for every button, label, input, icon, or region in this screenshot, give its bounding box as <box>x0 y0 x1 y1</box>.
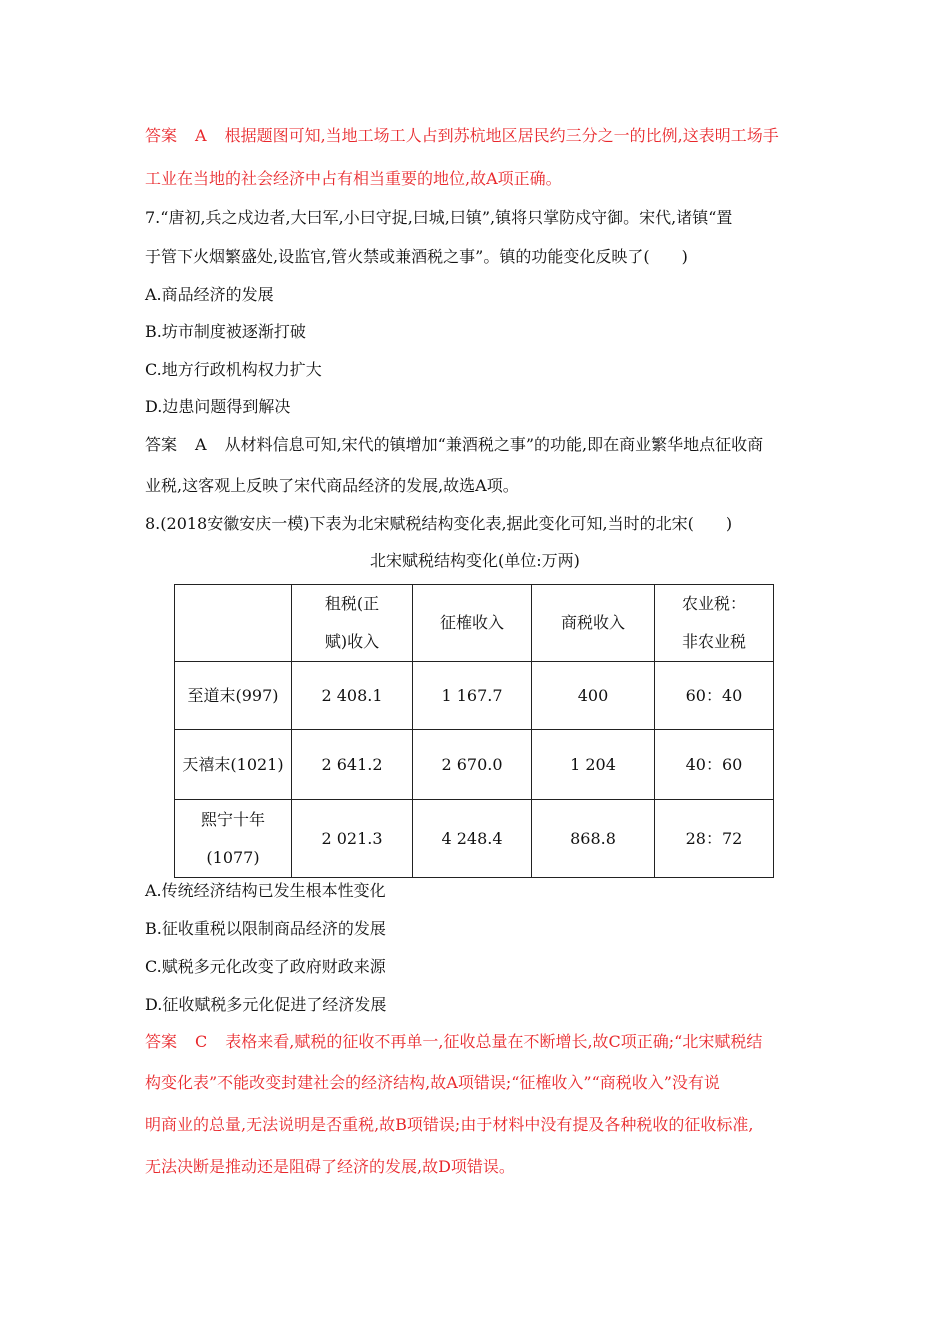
question-8-option-a: A.传统经济结构已发生根本性变化 <box>145 881 386 900</box>
row-commerce-tax: 400 <box>532 662 655 730</box>
header-cell-commerce-tax: 商税收入 <box>532 585 655 662</box>
row-monopoly: 1 167.7 <box>413 662 532 730</box>
answer-label: 答案 <box>145 1032 178 1051</box>
table-caption: 北宋赋税结构变化(单位:万两) <box>370 551 580 570</box>
answer-letter: C <box>195 1032 208 1051</box>
row-ratio: 60：40 <box>655 662 774 730</box>
row-period: 天禧末(1021) <box>175 730 292 800</box>
answer-8-line-3: 明商业的总量,无法说明是否重税,故B项错误;由于材料中没有提及各种税收的征收标准, <box>145 1115 754 1134</box>
row-period: 至道末(997) <box>175 662 292 730</box>
answer-letter: A <box>195 435 207 454</box>
answer-6-line-2: 工业在当地的社会经济中占有相当重要的地位,故A项正确。 <box>145 169 562 188</box>
question-8-stem: 8.(2018安徽安庆一模)下表为北宋赋税结构变化表,据此变化可知,当时的北宋( ) <box>145 514 733 533</box>
question-7-option-c: C.地方行政机构权力扩大 <box>145 360 322 379</box>
tax-structure-table <box>174 584 774 878</box>
row-rent-tax: 2 641.2 <box>292 730 413 800</box>
table-row <box>175 730 774 800</box>
question-7-line-1: 7.“唐初,兵之戍边者,大曰军,小曰守捉,曰城,曰镇”,镇将只掌防戍守御。宋代,诸镇“置 <box>145 208 733 227</box>
answer-7-line-1 <box>145 434 813 456</box>
question-7-line-2: 于管下火烟繁盛处,设监官,管火禁或兼酒税之事”。镇的功能变化反映了( ) <box>145 247 688 266</box>
answer-6-line-1 <box>145 125 813 147</box>
question-7-option-a: A.商品经济的发展 <box>145 285 274 304</box>
answer-text: 表格来看,赋税的征收不再单一,征收总量在不断增长,故C项正确;“北宋赋税结 <box>225 1032 763 1051</box>
row-ratio: 28：72 <box>655 800 774 878</box>
question-8-option-c: C.赋税多元化改变了政府财政来源 <box>145 957 386 976</box>
table-header-row <box>175 585 774 662</box>
table-row <box>175 662 774 730</box>
row-rent-tax: 2 408.1 <box>292 662 413 730</box>
answer-letter: A <box>195 126 207 145</box>
row-commerce-tax: 868.8 <box>532 800 655 878</box>
question-8-option-b: B.征收重税以限制商品经济的发展 <box>145 919 386 938</box>
row-commerce-tax: 1 204 <box>532 730 655 800</box>
row-monopoly: 4 248.4 <box>413 800 532 878</box>
row-period: 熙宁十年 (1077) <box>175 800 292 878</box>
answer-text: 根据题图可知,当地工场工人占到苏杭地区居民约三分之一的比例,这表明工场手 <box>224 126 779 145</box>
answer-label: 答案 <box>145 435 178 454</box>
answer-8-line-2: 构变化表”不能改变封建社会的经济结构,故A项错误;“征榷收入”“商税收入”没有说 <box>145 1073 720 1092</box>
header-cell-monopoly: 征榷收入 <box>413 585 532 662</box>
row-ratio: 40：60 <box>655 730 774 800</box>
answer-label: 答案 <box>145 126 178 145</box>
answer-text: 从材料信息可知,宋代的镇增加“兼酒税之事”的功能,即在商业繁华地点征收商 <box>224 435 764 454</box>
question-7-option-d: D.边患问题得到解决 <box>145 397 291 416</box>
row-monopoly: 2 670.0 <box>413 730 532 800</box>
question-8-option-d: D.征收赋税多元化促进了经济发展 <box>145 995 387 1014</box>
table-row <box>175 800 774 878</box>
row-rent-tax: 2 021.3 <box>292 800 413 878</box>
answer-7-line-2: 业税,这客观上反映了宋代商品经济的发展,故选A项。 <box>145 476 519 495</box>
header-cell-rent-tax: 租税(正 赋)收入 <box>292 585 413 662</box>
header-cell-ratio: 农业税： 非农业税 <box>655 585 774 662</box>
answer-8-line-4: 无法决断是推动还是阻碍了经济的发展,故D项错误。 <box>145 1157 515 1176</box>
question-7-option-b: B.坊市制度被逐渐打破 <box>145 322 306 341</box>
answer-8-line-1 <box>145 1031 813 1053</box>
header-cell-empty <box>175 585 292 662</box>
